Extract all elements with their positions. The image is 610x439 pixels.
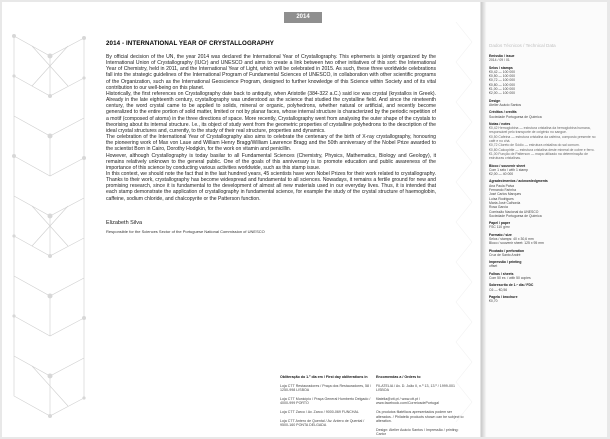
technical-data-value: €0,50 Cafeína — estrutura cristalina da cafeína, composto presente no café e no chá.: [489, 134, 596, 144]
technical-data-section: [489, 233, 599, 246]
technical-data-value: €0,42 — 100 000: [489, 69, 516, 74]
crystal-structure-decoration: [10, 24, 88, 434]
technical-data-label: Design: [489, 98, 501, 103]
signature-name: Elizabeth Silva: [106, 219, 143, 226]
article-paragraph: By official decision of the UN, the year 2014 was declared the International Year of Crystallography. This ephemeris is jointly organized by the International Union of Crystallography (IUCr) and UNESCO and aims to create a link between two other initiatives of this sort: the International Year of Chemistry, held in 2011, and the International Year of Light, which will be celebrated in 2015. As such, these three worldwide celebrations fall into the strategic guidelines of the International Program of Fundamental Sciences of UNESCO, in collaboration with other scientific programs of the Organization, such as the International Geoscience Program, designed to further knowledge of this Science within Society and of its vital contribution to our well-being on this planet.: [106, 54, 436, 91]
signature-role: Responsible for the Sciences Sector of the Portuguese National Commission of UNESCO: [106, 228, 265, 234]
technical-data-value: Ana Paula Paiva: [489, 183, 515, 188]
technical-data-value: Com 1 selo / with 1 stamp: [489, 167, 529, 172]
stamp-brochure-spread: [2, 2, 606, 437]
technical-data-value: Fernando Farinha: [489, 188, 516, 193]
technical-data-section: [489, 283, 599, 292]
orders-info: [376, 375, 464, 437]
technical-data-list: [489, 54, 599, 307]
orders-disclaimer: Os produtos filatélicos apresentados podem ser alterados. / Philatelic products shown can be subject to alteration.: [376, 409, 464, 424]
orders-contacts: filatelia@ctt.pt / www.ctt.pt / www.facebook.com/CorreiosdePortugal: [376, 396, 439, 406]
article-title: 2014 - INTERNATIONAL YEAR OF CRYSTALLOGRAPHY: [106, 40, 275, 47]
technical-data-value: Sociedade Portuguesa de Química: [489, 213, 542, 218]
technical-data-section: [489, 110, 599, 119]
obliteration-location: Loja CTT Município / Praça General Humberto Delgado / 4000-999 PORTO: [280, 396, 371, 406]
technical-data-label: Formato / size: [489, 232, 512, 237]
technical-data-section: [489, 54, 599, 63]
technical-data-section: [489, 249, 599, 258]
technical-data-value: FSC 110 g/m²: [489, 225, 510, 230]
technical-data-value: €0,80 — 100 000: [489, 82, 516, 87]
technical-data-value: Com 50 ex. / with 50 copies: [489, 276, 531, 281]
technical-data-value: Luísa Rodrigues: [489, 196, 514, 201]
technical-data-value: Bloco / souvenir sheet: 125 x 95 mm: [489, 241, 544, 246]
technical-data-value: Comissão Nacional da UNESCO: [489, 209, 539, 214]
technical-data-label: Notas / notes: [489, 121, 511, 126]
obliteration-location: Loja CTT Zarco / Av. Zarco / 9000-069 FUNCHAL: [280, 409, 359, 414]
article-body: [106, 54, 436, 202]
technical-data-label: Papel / paper: [489, 221, 511, 226]
technical-data-value: Selos / stamps: 40 x 30,6 mm: [489, 236, 534, 241]
year-tab: 2014: [284, 12, 322, 23]
technical-data-section: [489, 272, 599, 281]
technical-data-section: [489, 122, 599, 161]
technical-data-value: €0,72 — 100 000: [489, 78, 516, 83]
technical-data-value: Rosa Garcia: [489, 205, 508, 210]
obliterations-heading: Obliteração do 1.º dia em / First day obliterations in: [280, 375, 368, 379]
obliteration-location: Loja CTT Restauradores / Praça dos Restauradores, 58 / 1250-998 LISBOA: [280, 383, 372, 393]
technical-data-value: José Carlos Marques: [489, 192, 522, 197]
technical-data-section: [489, 221, 599, 230]
technical-data-section: [489, 260, 599, 269]
technical-data-value: Atelier Acácio Santos: [489, 102, 522, 107]
obliteration-location: Loja CTT Antero de Quental / Av. Antero de Quental / 9500-160 PONTA DELGADA: [280, 418, 365, 428]
technical-data-label: Impressão / printing: [489, 260, 522, 265]
first-day-obliterations: [280, 375, 372, 428]
technical-data-section: [489, 99, 599, 108]
technical-data-value: Maria José Calhorda: [489, 200, 521, 205]
technical-data-value: €0,50 — 100 000: [489, 74, 516, 79]
technical-data-section: [489, 164, 599, 177]
technical-data-label: Folhas / sheets: [489, 271, 514, 276]
article-paragraph: However, although Crystallography is today basilar to all Fundamental Sciences (Chemistry, Physics, Mathematics, Biology and Geology), it remains relatively unknown to the general public. One of the goals of this anniversary is to promote education and public awareness of the importance of this science by conducting various activities worldwide, such as this stamp issue.: [106, 152, 436, 171]
technical-data-value: €1,00 — 100 000: [489, 87, 516, 92]
technical-data-value: €0,70: [489, 299, 498, 304]
technical-data-value: 2014 / 09 / 01: [489, 58, 510, 63]
technical-data-value: Sociedade Portuguesa de Química: [489, 114, 542, 119]
technical-data-heading: Dados Técnicos / Technical Data: [489, 43, 556, 48]
technical-data-value: €0,80 Calcopirite — estrutura cristalina deste mineral de cobre e ferro.: [489, 147, 595, 152]
technical-data-label: Pagela / brochure: [489, 294, 518, 299]
technical-data-value: €1,00 Função de Patterson — mapa utilizado na determinação de estruturas cristalinas.: [489, 151, 588, 161]
technical-data-value: Cruz de Santo André: [489, 252, 521, 257]
technical-data-section: [489, 179, 599, 218]
technical-data-value: €0,42 Hemoglobina — estrutura cristalina da hemoglobina humana, responsável pelo transporte de oxigénio no sangue.: [489, 126, 591, 135]
article-paragraph: Historically, the first references on Crystallography date back to antiquity, when Aristotle (384-322 a.C.) said ice was crystal (krystallos in Greek). Already in the late eighteenth century, crystallography was understood as the science that studied the crystalline field. And since the nineteenth century, the word crystal came to be applied to solids, mineral or organic, polyhedrons, whether natural or artificial, and recently become generalized to the entire portion of solid matter, limited or not by planar faces, whose internal structure is characterized by the periodic repetition of a motif (composed of atoms) in the three directions of space. More recently, Crystallography went from analysing the outer shape of the crystals to theorising about its internal structure. I.e., its object of study went from the geometric properties of crystalline polyhedrons to the description of the ideal crystal structures and, currently, to the study of their real structure, properties and dynamics.: [106, 90, 436, 134]
left-page: [2, 2, 474, 437]
orders-address: FILATELIA / Av. D. João II, n.º 13, 13.º / 1999-001 LISBOA: [376, 383, 455, 393]
technical-data-value: €2,00 — 100 000: [489, 91, 516, 96]
technical-data-label: Emissão / issue: [489, 54, 515, 58]
orders-heading: Encomendas a / Orders to: [376, 375, 421, 379]
technical-data-value: C6 — €0,56: [489, 287, 508, 292]
technical-data-section: [489, 66, 599, 96]
design-credits: Design: Atelier Acácio Santos / Impressão / printing: Cartor: [376, 427, 459, 437]
right-page: [480, 2, 607, 437]
technical-data-label: Selos / stamps: [489, 65, 513, 70]
technical-data-label: Agradecimentos / acknowledgments: [489, 179, 548, 184]
technical-data-section: [489, 295, 599, 304]
article-paragraph: The celebration of the International Year of Crystallography also aims to celebrate the centenary of the birth of X-ray crystallography, honouring the pioneering work of Max von Laue and William Henry Bragg/William Lawrence Bragg and the 50th anniversary of the Nobel Prize awarded to the scientist Born in Cairo, Dorothy Hodgkin, for the work on vitamin and penicillin.: [106, 134, 436, 153]
article-paragraph: In this context, we should note the fact that in the last hundred years, 45 scientists have won Nobel Prizes for their work related to crystallography. Thanks to their work, crystallography has become widespread and fundamental to all sciences. Nowadays, it remains a fertile ground for new and promising research, since it is fundamental to the development of almost all new materials used in our everyday lives. Thus, it is intended that each stamp demonstrate the application of crystallography in fundamental science, for example the study of the crystal structure of haemoglobin, caffeine, sodium chloride, and chalcopyrite or the Patterson function.: [106, 170, 436, 202]
technical-data-value: €0,72 Cloreto de Sódio — estrutura cristalina do sal comum.: [489, 143, 580, 148]
technical-data-value: offset: [489, 264, 498, 269]
article: [106, 40, 436, 234]
technical-data-value: €2,00 — 40 000: [489, 172, 514, 177]
technical-data-label: Sobrescrito de 1.º dia / FDC: [489, 283, 534, 288]
technical-data-label: Créditos / credits: [489, 110, 517, 115]
crystal-edge-decoration: [454, 2, 474, 437]
technical-data-label: Bloco / souvenir sheet: [489, 163, 526, 168]
page-fold-shadow: [481, 2, 487, 437]
technical-data-label: Picotado / perforation: [489, 248, 525, 253]
